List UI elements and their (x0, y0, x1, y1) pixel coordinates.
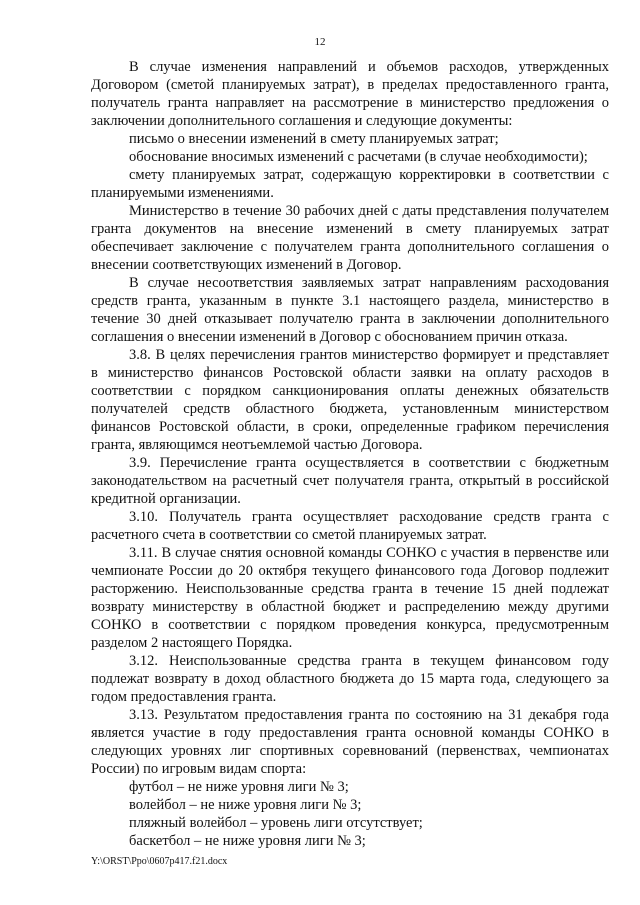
paragraph: пляжный волейбол – уровень лиги отсутствует; (129, 815, 423, 831)
paragraph: 3.10. Получатель гранта осуществляет расходование средств гранта с расчетного счета в соответствии со сметой планируемых затрат. (91, 509, 609, 543)
paragraph: обоснование вносимых изменений с расчетами (в случае необходимости); (129, 149, 588, 165)
paragraph: 3.12. Неиспользованные средства гранта в текущем финансовом году подлежат возврату в доход областного бюджета до 15 марта года, следующего за годом предоставления гранта. (91, 653, 609, 705)
paragraph: В случае изменения направлений и объемов расходов, утвержденных Договором (сметой планируемых затрат), в пределах предоставленного гранта, получатель гранта направляет на рассмотрение в министерство предложения о заключении дополнительного соглашения и следующие документы: (91, 59, 609, 129)
footer-file-path: Y:\ORST\Ppo\0607p417.f21.docx (91, 856, 228, 867)
paragraph: смету планируемых затрат, содержащую корректировки в соответствии с планируемыми изменениями. (91, 167, 609, 201)
paragraph: 3.11. В случае снятия основной команды СОНКО с участия в первенстве или чемпионате России до 20 октября текущего финансового года Договор подлежит расторжению. Неиспользованные средства гранта в течение 15 дней подлежат возврату министерству в областной бюджет и распределению между другими СОНКО в соответствии с порядком проведения конкурса, предусмотренным разделом 2 настоящего Порядка. (91, 545, 609, 651)
document-body (91, 58, 609, 850)
paragraph: В случае несоответствия заявляемых затрат направлениям расходования средств гранта, указанным в пункте 3.1 настоящего раздела, министерство в течение 30 дней отказывает получателю гранта в заключении дополнительного соглашения о внесении изменений в Договор с обоснованием причин отказа. (91, 275, 609, 345)
paragraph: Министерство в течение 30 рабочих дней с даты представления получателем гранта документов на внесение изменений в смету планируемых затрат обеспечивает заключение с получателем гранта дополнительного соглашения о внесении соответствующих изменений в Договор. (91, 203, 609, 273)
paragraph: футбол – не ниже уровня лиги № 3; (129, 779, 349, 795)
paragraph: 3.8. В целях перечисления грантов министерство формирует и представляет в министерство финансов Ростовской области заявки на оплату расходов в соответствии с порядком санкционирования оплаты денежных обязательств получателей средств областного бюджета, установленным министерством финансов Ростовской области, в сроки, определенные графиком перечисления гранта, являющимся неотъемлемой частью Договора. (91, 347, 609, 453)
page-number: 12 (314, 36, 326, 48)
paragraph: 3.9. Перечисление гранта осуществляется в соответствии с бюджетным законодательством на расчетный счет получателя гранта, открытый в российской кредитной организации. (91, 455, 609, 507)
paragraph: волейбол – не ниже уровня лиги № 3; (129, 797, 362, 813)
paragraph: 3.13. Результатом предоставления гранта по состоянию на 31 декабря года является участие в году предоставления гранта основной команды СОНКО в следующих уровнях лиг спортивных соревнований (первенствах, чемпионатах России) по игровым видам спорта: (91, 707, 609, 777)
paragraph: письмо о внесении изменений в смету планируемых затрат; (129, 131, 499, 147)
paragraph: баскетбол – не ниже уровня лиги № 3; (129, 833, 366, 849)
